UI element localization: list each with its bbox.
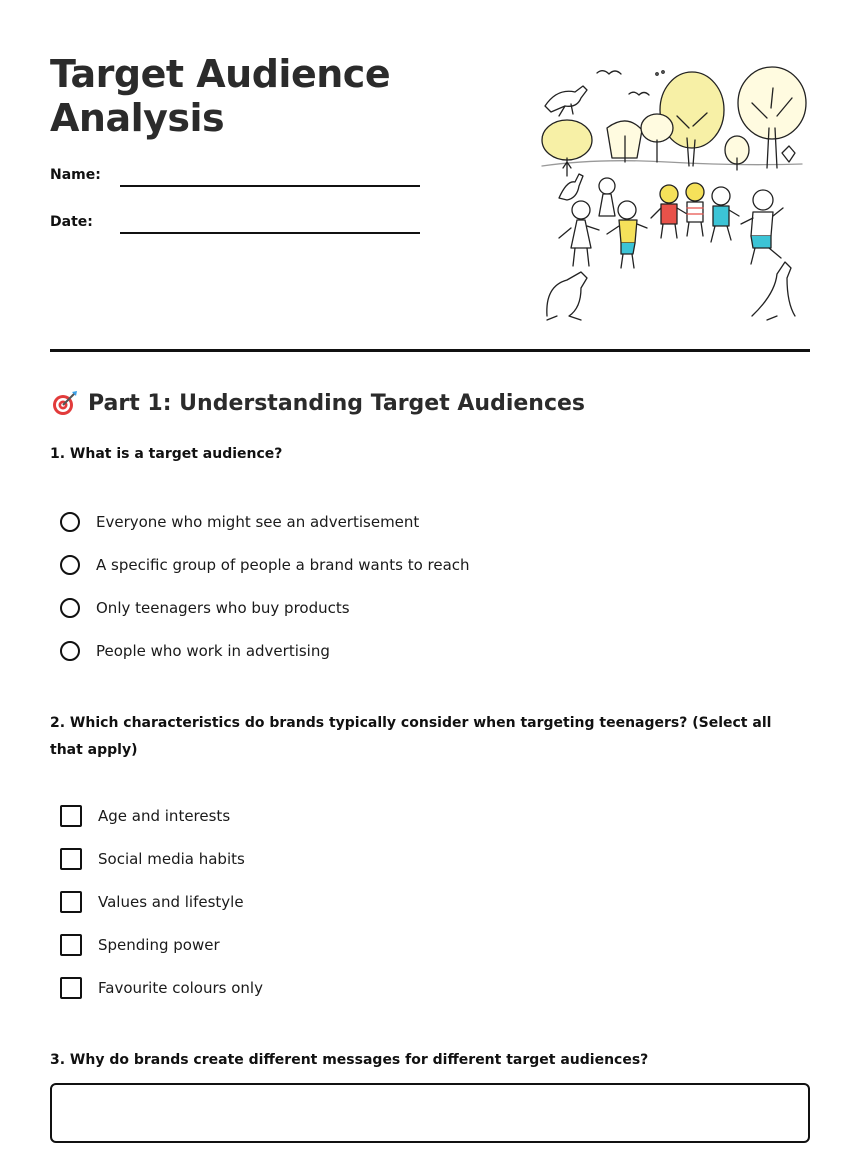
name-label: Name: (50, 167, 101, 183)
q3-answer-box[interactable] (50, 1083, 810, 1143)
checkbox[interactable] (60, 977, 82, 999)
worksheet-page (50, 0, 810, 1161)
option-label: People who work in advertising (96, 642, 330, 660)
radio-button[interactable] (60, 512, 80, 532)
checkbox[interactable] (60, 891, 82, 913)
q2-option-5[interactable] (60, 973, 660, 1003)
option-label: Spending power (98, 936, 220, 954)
target-icon (50, 388, 80, 418)
name-field (50, 167, 430, 197)
radio-button[interactable] (60, 641, 80, 661)
date-label: Date: (50, 214, 93, 230)
radio-button[interactable] (60, 555, 80, 575)
option-label: Everyone who might see an advertisement (96, 513, 420, 531)
option-label: Only teenagers who buy products (96, 599, 350, 617)
q2-option-2[interactable] (60, 844, 660, 874)
date-input-line[interactable] (120, 232, 420, 234)
q2-option-3[interactable] (60, 887, 660, 917)
question-2: 2. Which characteristics do brands typically consider when targeting teenagers? (Select all that apply) (50, 715, 772, 758)
kids-playing-park-illustration (537, 58, 812, 328)
page-title: Target Audience Analysis (50, 52, 391, 140)
option-label: Social media habits (98, 850, 245, 868)
option-label: Values and lifestyle (98, 893, 244, 911)
q1-option-3[interactable] (60, 593, 660, 623)
q1-option-4[interactable] (60, 636, 660, 666)
checkbox[interactable] (60, 805, 82, 827)
q2-option-4[interactable] (60, 930, 660, 960)
question-3: 3. Why do brands create different messages for different target audiences? (50, 1052, 649, 1068)
radio-button[interactable] (60, 598, 80, 618)
checkbox[interactable] (60, 934, 82, 956)
date-field (50, 214, 430, 244)
part1-heading (50, 388, 585, 418)
q1-option-1[interactable] (60, 507, 660, 537)
section-divider (50, 349, 810, 352)
option-label: Age and interests (98, 807, 231, 825)
checkbox[interactable] (60, 848, 82, 870)
option-label: A specific group of people a brand wants to reach (96, 556, 470, 574)
q1-option-2[interactable] (60, 550, 660, 580)
name-input-line[interactable] (120, 185, 420, 187)
part1-title: Part 1: Understanding Target Audiences (88, 390, 586, 416)
q2-option-1[interactable] (60, 801, 660, 831)
question-1: 1. What is a target audience? (50, 446, 283, 462)
option-label: Favourite colours only (98, 979, 263, 997)
